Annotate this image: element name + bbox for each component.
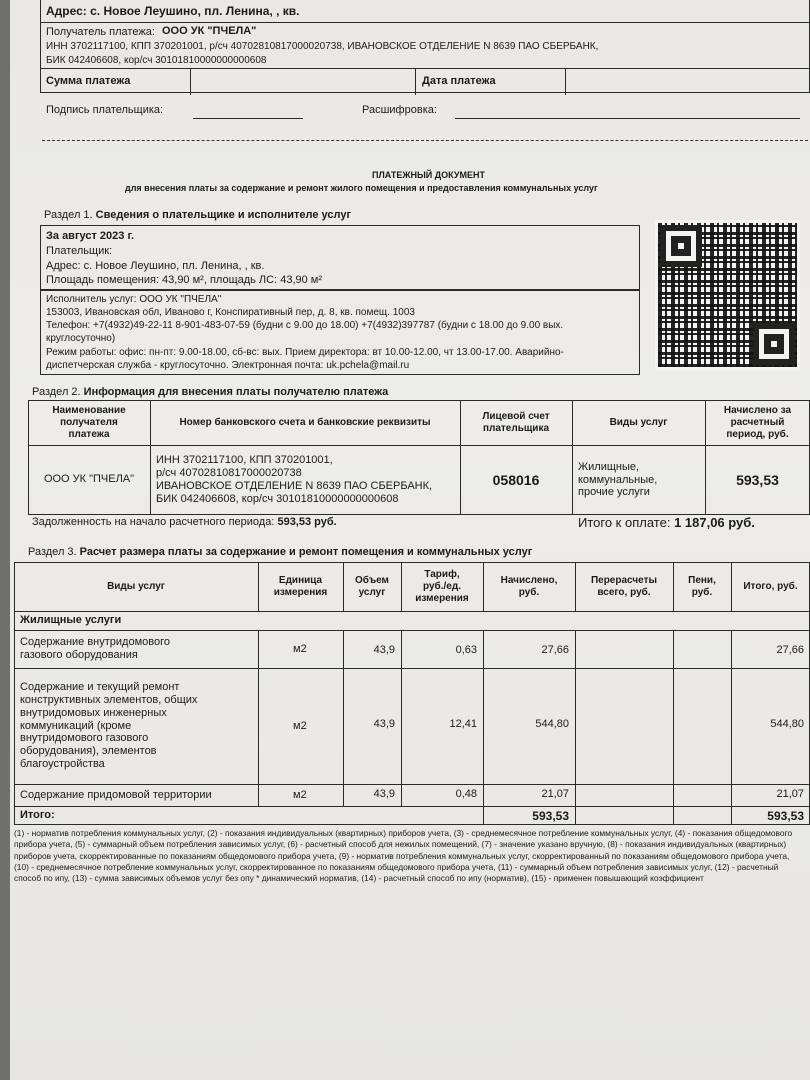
- s3-total-charged: 593,53: [532, 809, 569, 823]
- s3-header-volume: Объем услуг: [355, 574, 389, 598]
- qr-code: [655, 220, 800, 370]
- slip-recipient-name: ООО УК "ПЧЕЛА": [162, 25, 257, 37]
- s3-row2-tariff: 12,41: [449, 718, 477, 730]
- s3-row2-unit: м2: [293, 719, 307, 732]
- total-to-pay: Итого к оплате: 1 187,06 руб.: [578, 515, 755, 530]
- document-title: ПЛАТЕЖНЫЙ ДОКУМЕНТ: [372, 170, 485, 180]
- s3-header-charged: Начислено, руб.: [500, 574, 558, 598]
- s3-header-tariff: Тариф, руб./ед. измерения: [415, 568, 469, 604]
- footnote: (1) - норматив потребления коммунальных услуг, (2) - показания индивидуальных (квартирных) приборов учета, (3) - среднемесячное потребление коммунальных услуг, (4) - показания общедомового прибора учета, (5) - суммарный объем потребления зависимых услуг, (6) - расчетный способ для нежилых помещений, (7) - значение указано вручную, (8) - показания индивидуальных (квартирных) приборов учета, скорректированные по показаниям общедомового прибора учета, (9) - норматив потребления коммунальных услуг, скорректированный по показаниям общедомового прибора учета, (10) - среднемесячное потребление коммунальных услуг, скорректированное по показаниям общедомового прибора учета, (11) - суммарный объем потребления зависимых услуг, (12) - расчетный способ по ипу, (13) - сумма зависимых объемов услуг без опу * динамический норматив, (14) - расчетный способ по ипу (норматив), (15) - применен повышающий коэффициент: [14, 828, 793, 884]
- s3-row1-volume: 43,9: [373, 644, 395, 656]
- s3-header-service: Виды услуг: [107, 580, 165, 592]
- s3-row1-unit: м2: [293, 642, 307, 655]
- s2-header-recipient: Наименование получателя платежа: [52, 404, 126, 440]
- signature-line: [193, 118, 303, 119]
- section1-heading: Раздел 1. Сведения о плательщике и исполнителе услуг: [44, 209, 352, 221]
- s3-row3-total: 21,07: [776, 788, 804, 800]
- s3-row1-charged: 27,66: [541, 644, 569, 656]
- slip-sum-label: Сумма платежа: [46, 75, 131, 87]
- phone-line-1: Телефон: +7(4932)49-22-11 8-901-483-07-59 (будни с 9.00 до 18.00) +7(4932)397787 (будни с 18.00 до 9.00 вых.: [46, 320, 564, 331]
- payment-document: [10, 0, 810, 1080]
- cut-line: [42, 140, 808, 141]
- s3-row3-tariff: 0,48: [455, 788, 477, 800]
- s2-header-account: Лицевой счет плательщика: [482, 410, 550, 434]
- s2-bank-details: ИНН 3702117100, КПП 370201001, р/сч 40702810817000020738 ИВАНОВСКОЕ ОТДЕЛЕНИЕ N 8639 ПАО СБЕРБАНК, БИК 042406608, кор/сч 30101810000000000608: [156, 454, 433, 505]
- s3-row3-charged: 21,07: [541, 788, 569, 800]
- s2-account: 058016: [492, 471, 540, 488]
- document-subtitle: для внесения платы за содержание и ремонт жилого помещения и предоставления коммунальных услуг: [125, 183, 598, 193]
- s3-group-housing: Жилищные услуги: [20, 614, 122, 626]
- s3-total-sum: 593,53: [767, 809, 804, 823]
- hours-line-1: Режим работы: офис: пн-пт: 9.00-18.00, сб-вс: вых. Прием директора: вт 10.00-12.00, чт 13.00-17.00. Аварийно-: [46, 347, 564, 358]
- s3-row3-service: Содержание придомовой территории: [20, 788, 212, 801]
- s3-row3-volume: 43,9: [373, 788, 395, 800]
- section3-heading: Раздел 3. Расчет размера платы за содержание и ремонт помещения и коммунальных услуг: [28, 546, 533, 558]
- s3-header-total: Итого, руб.: [743, 580, 798, 592]
- s3-row1-service: Содержание внутридомового газового оборудования: [20, 636, 171, 661]
- s3-row2-volume: 43,9: [373, 718, 395, 730]
- section2-heading: Раздел 2. Информация для внесения платы получателю платежа: [32, 386, 389, 398]
- s3-row1-tariff: 0,63: [455, 644, 477, 656]
- signature-label: Подпись плательщика:: [46, 104, 164, 116]
- payer-label: Плательщик:: [46, 245, 113, 257]
- phone-line-2: круглосуточно): [46, 333, 116, 344]
- slip-address: Адрес: с. Новое Леушино, пл. Ленина, , кв.: [46, 4, 300, 18]
- s2-services: Жилищные, коммунальные, прочие услуги: [578, 460, 658, 499]
- s3-header-recalc: Перерасчеты всего, руб.: [590, 574, 658, 598]
- slip-bank-line: ИНН 3702117100, КПП 370201001, р/сч 40702810817000020738, ИВАНОВСКОЕ ОТДЕЛЕНИЕ N 8639 ПАО СБЕРБАНК,: [46, 41, 599, 52]
- s3-header-penalty: Пени, руб.: [688, 574, 716, 598]
- s3-row2-service: Содержание и текущий ремонт конструктивных элементов, общих внутридомовых инженерных коммуникаций (кроме внутридомового газового оборудования), элементов благоустройства: [20, 680, 198, 771]
- slip-date-label: Дата платежа: [422, 75, 496, 87]
- s3-row2-charged: 544,80: [535, 718, 569, 730]
- slip-bik-line: БИК 042406608, кор/сч 30101810000000000608: [46, 55, 267, 66]
- s2-charged: 593,53: [736, 471, 779, 488]
- s2-header-services: Виды услуг: [609, 416, 668, 428]
- payer-address: Адрес: с. Новое Леушино, пл. Ленина, , кв.: [46, 260, 265, 272]
- s3-total-label: Итого:: [20, 809, 55, 821]
- s3-row1-total: 27,66: [776, 644, 804, 656]
- executor-line: Исполнитель услуг: ООО УК "ПЧЕЛА": [46, 294, 222, 305]
- executor-address: 153003, Ивановская обл, Иваново г, Конспиративный пер, д. 8, кв. помещ. 1003: [46, 307, 415, 318]
- area-line: Площадь помещения: 43,90 м², площадь ЛС: 43,90 м²: [46, 274, 323, 286]
- s3-header-unit: Единица измерения: [273, 574, 328, 598]
- s3-row3-unit: м2: [293, 788, 307, 801]
- decode-line: [455, 118, 800, 119]
- period: За август 2023 г.: [46, 230, 134, 242]
- s2-recipient: ООО УК "ПЧЕЛА": [43, 473, 135, 486]
- s2-header-bank: Номер банковского счета и банковские реквизиты: [179, 416, 431, 428]
- debt-line: Задолженность на начало расчетного периода: 593,53 руб.: [32, 516, 337, 528]
- decode-label: Расшифровка:: [362, 104, 437, 116]
- s2-header-charged: Начислено за расчетный период, руб.: [723, 404, 792, 440]
- hours-line-2: диспетчерская служба - круглосуточно. Электронная почта: uk.pchela@mail.ru: [46, 360, 410, 371]
- s3-row2-total: 544,80: [770, 718, 804, 730]
- slip-recipient-label: Получатель платежа:: [46, 26, 155, 38]
